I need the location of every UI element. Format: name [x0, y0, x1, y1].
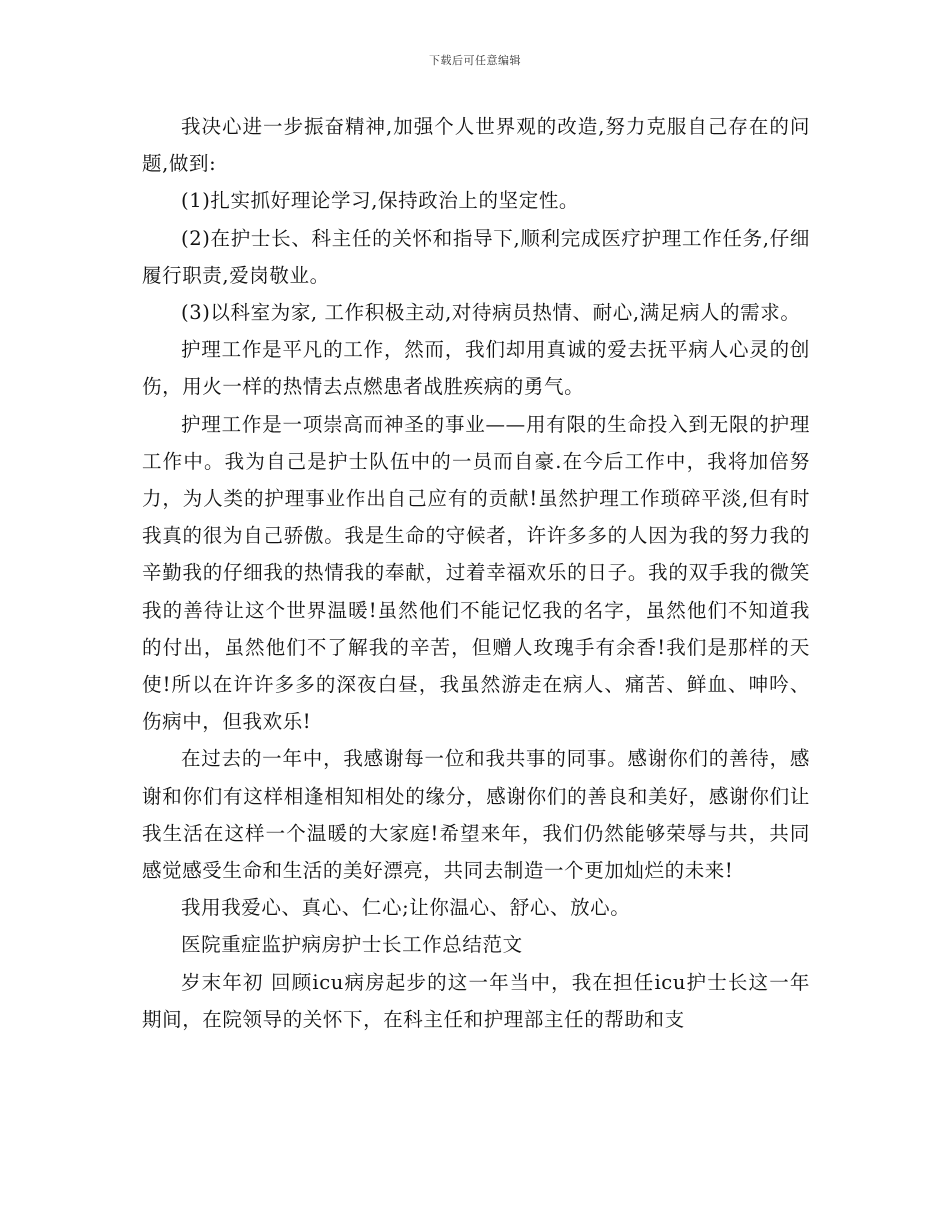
paragraph: 护理工作是平凡的工作，然而，我们却用真诚的爱去抚平病人心灵的创伤，用火一样的热情去点燃患者战胜疾病的勇气。 [142, 338, 810, 399]
paragraph: 我用我爱心、真心、仁心;让你温心、舒心、放心。 [181, 896, 631, 920]
paragraph: 在过去的一年中，我感谢每一位和我共事的同事。感谢你们的善待，感谢和你们有这样相逢相知相处的缘分，感谢你们的善良和美好，感谢你们让我生活在这样一个温暖的大家庭!希望来年，我们仍然能够荣辱与共，共同感觉感受生命和生活的美好漂亮，共同去制造一个更加灿烂的未来! [142, 747, 810, 883]
paragraph: (2)在护士长、科主任的关怀和指导下,顺利完成医疗护理工作任务,仔细履行职责,爱岗敬业。 [142, 226, 810, 287]
page-header: 下载后可任意编辑 [429, 54, 521, 67]
paragraph: 护理工作是一项崇高而神圣的事业——用有限的生命投入到无限的护理工作中。我为自己是护士队伍中的一员而自豪.在今后工作中，我将加倍努力，为人类的护理事业作出自己应有的贡献!虽然护理工作琐碎平淡,但有时我真的很为自己骄傲。我是生命的守候者，许许多多的人因为我的努力我的辛勤我的仔细我的热情我的奉献，过着幸福欢乐的日子。我的双手我的微笑我的善待让这个世界温暖!虽然他们不能记忆我的名字，虽然他们不知道我的付出，虽然他们不了解我的辛苦，但赠人玫瑰手有余香!我们是那样的天使!所以在许许多多的深夜白昼，我虽然游走在病人、痛苦、鲜血、呻吟、伤病中，但我欢乐! [142, 412, 810, 734]
paragraph: (3)以科室为家, 工作积极主动,对待病员热情、耐心,满足病人的需求。 [181, 301, 801, 325]
paragraph: (1)扎实抓好理论学习,保持政治上的坚定性。 [181, 189, 580, 213]
section-heading: 医院重症监护病房护士长工作总结范文 [181, 933, 523, 957]
document-body [142, 108, 810, 1038]
paragraph: 岁末年初 回顾icu病房起步的这一年当中，我在担任icu护士长这一年期间，在院领导的关怀下，在科主任和护理部主任的帮助和支 [142, 970, 810, 1031]
paragraph: 我决心进一步振奋精神,加强个人世界观的改造,努力克服自己存在的问题,做到: [142, 115, 810, 176]
